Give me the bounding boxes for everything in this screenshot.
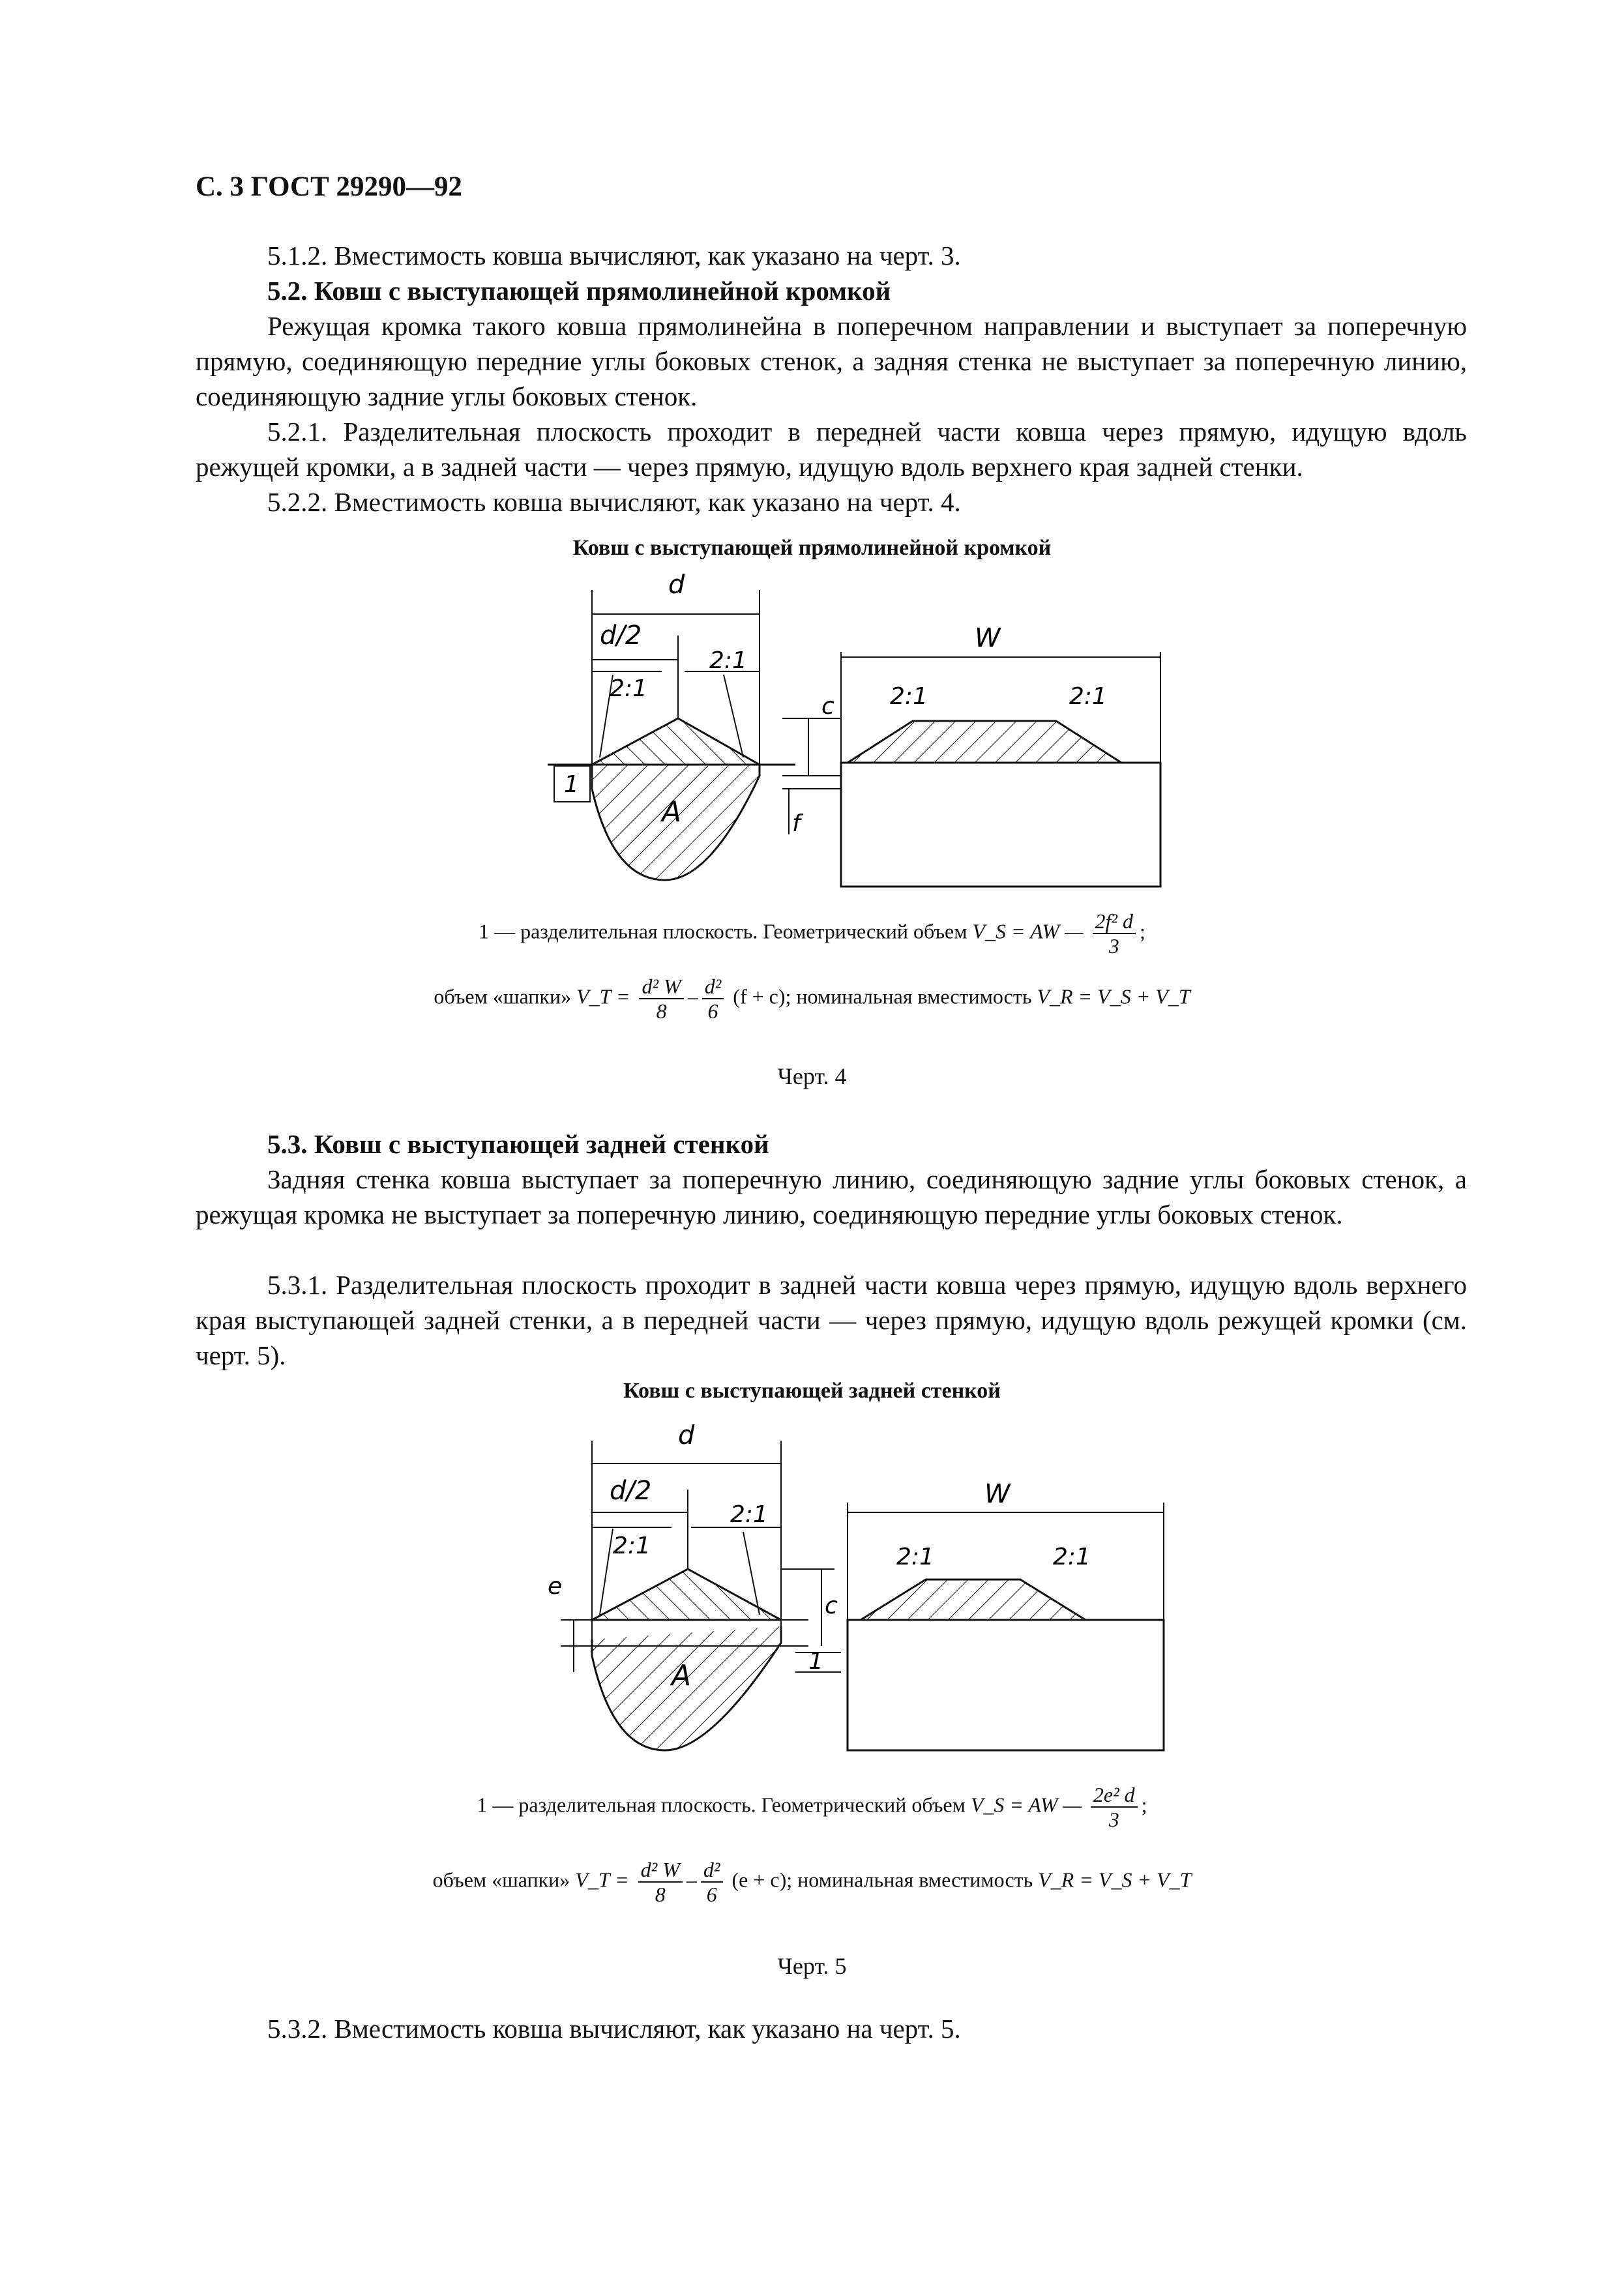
vs-lhs: V_S = AW — [972, 919, 1084, 943]
heading-5-2: 5.2. Ковш с выступающей прямолинейной кромкой [267, 276, 891, 306]
vt-lhs: V_T = [576, 984, 630, 1008]
figure-4-name: Черт. 4 [777, 1063, 847, 1089]
label-d: d [678, 1424, 695, 1450]
label-slope-front-right: 2:1 [1069, 683, 1107, 710]
figure-4-legend-line-2: объем «шапки» V_T = $\frac{\text{d² W}}{8}$ – $\frac{\text{d²}}{6}$ (f + c); номинальная вместимость V_R = V_S + V_T [434, 975, 1190, 1023]
vt-tail: (e + c); номинальная вместимость [731, 1868, 1033, 1892]
label-one: 1 [564, 771, 579, 798]
figure-5-name: Черт. 5 [777, 1953, 847, 1979]
label-a: A [662, 795, 682, 829]
bucket-cap [592, 718, 760, 765]
legend-prefix: 1 — разделительная плоскость. Геометрический объем [477, 1793, 966, 1817]
vt-lhs: V_T = [575, 1868, 629, 1892]
label-slope-front-right: 2:1 [1053, 1544, 1091, 1570]
page-header: С. 3 ГОСТ 29290—92 [196, 171, 463, 202]
paragraph-5-2-1: 5.2.1. Разделительная плоскость проходит в передней части ковша через прямую, идущую вдоль режущей кромки, а в задней части — через прямую, идущую вдоль верхнего края задней стенки. [196, 417, 1467, 482]
label-f: f [792, 810, 801, 837]
label-c: c [821, 693, 834, 720]
label-one: 1 [808, 1648, 823, 1675]
paragraph-5-3-1: 5.3.1. Разделительная плоскость проходит в задней части ковша через прямую, идущую вдоль верхнего края выступающей задней стенки, а в передней части — через прямую, идущую вдоль режущей кромки (см. черт. 5). [196, 1270, 1467, 1370]
vt-tail: (f + c); номинальная вместимость [733, 984, 1032, 1008]
legend-prefix: 1 — разделительная плоскость. Геометрический объем [479, 919, 967, 943]
bucket-front-rect [841, 763, 1160, 887]
label-w: W [984, 1479, 1011, 1509]
vs-lhs: V_S = AW — [970, 1793, 1082, 1817]
figure-5-drawing [535, 1424, 1187, 1763]
bucket-front-rect [848, 1620, 1164, 1750]
figure-5-legend-line-2: объем «шапки» V_T = $\frac{\text{d² W}}{8}$ – $\frac{\text{d²}}{6}$ (e + c); номинальная вместимость V_R = V_S + V_T [432, 1858, 1192, 1906]
label-d: d [668, 574, 685, 600]
label-a: A [672, 1659, 692, 1692]
vt-fraction-2: $\frac{\text{d²}}{6}$ [702, 975, 724, 1023]
vt-fraction-1: $\frac{\text{d² W}}{8}$ [639, 975, 683, 1023]
label-e: e [548, 1573, 563, 1600]
paragraph-5-3-2: 5.3.2. Вместимость ковша вычисляют, как указано на черт. 5. [267, 2014, 961, 2044]
figure-5-legend-line-1: 1 — разделительная плоскость. Геометрический объем V_S = AW — $\frac{\text{2e² d}}{3}$ ; [477, 1783, 1147, 1831]
bucket-front-cap [861, 1579, 1085, 1620]
paragraph-5-2: Режущая кромка такого ковша прямолинейна в поперечном направлении и выступает за поперечную прямую, соединяющую передние углы боковых стенок, а задняя стенка не выступает за поперечную линию, соединяющую задние углы боковых стенок. [196, 311, 1467, 411]
vt-fraction-1: $\frac{\text{d² W}}{8}$ [638, 1858, 683, 1906]
figure-5-caption: Ковш с выступающей задней стенкой [623, 1379, 1001, 1403]
bucket-front-cap [848, 721, 1121, 763]
legend-prefix-2: объем «шапки» [434, 984, 572, 1008]
label-slope-right: 2:1 [730, 1501, 768, 1528]
paragraph-5-3: Задняя стенка ковша выступает за поперечную линию, соединяющую задние углы боковых стенок, а режущая кромка не выступает за поперечную линию, соединяющую передние углы боковых стенок. [196, 1164, 1467, 1229]
label-d2: d/2 [610, 1476, 652, 1506]
vr-formula: V_R = V_S + V_T [1037, 984, 1190, 1008]
label-w: W [975, 623, 1001, 653]
label-c: c [825, 1593, 838, 1619]
vr-formula: V_R = V_S + V_T [1038, 1868, 1192, 1892]
paragraph-5-1-2: 5.1.2. Вместимость ковша вычисляют, как указано на черт. 3. [267, 241, 961, 271]
vt-fraction-2: $\frac{\text{d²}}{6}$ [701, 1858, 723, 1906]
label-slope-front-left: 2:1 [890, 683, 928, 710]
figure-4-legend-line-1: 1 — разделительная плоскость. Геометрический объем V_S = AW — $\frac{\text{2f² d}}{3}$ ; [479, 909, 1145, 958]
vs-fraction: $\frac{\text{2f² d}}{3}$ [1093, 909, 1136, 958]
label-d2: d/2 [600, 621, 642, 651]
figure-4-caption: Ковш с выступающей прямолинейной кромкой [572, 536, 1052, 560]
label-slope-front-left: 2:1 [896, 1544, 934, 1570]
legend-prefix-2: объем «шапки» [432, 1868, 570, 1892]
paragraph-5-2-2: 5.2.2. Вместимость ковша вычисляют, как указано на черт. 4. [267, 487, 961, 517]
label-slope-left: 2:1 [610, 675, 647, 702]
label-slope-left: 2:1 [613, 1533, 651, 1559]
label-slope-right: 2:1 [709, 647, 747, 674]
vs-fraction: $\frac{\text{2e² d}}{3}$ [1091, 1783, 1138, 1831]
heading-5-3: 5.3. Ковш с выступающей задней стенкой [267, 1129, 769, 1159]
figure-4-drawing [535, 574, 1187, 900]
